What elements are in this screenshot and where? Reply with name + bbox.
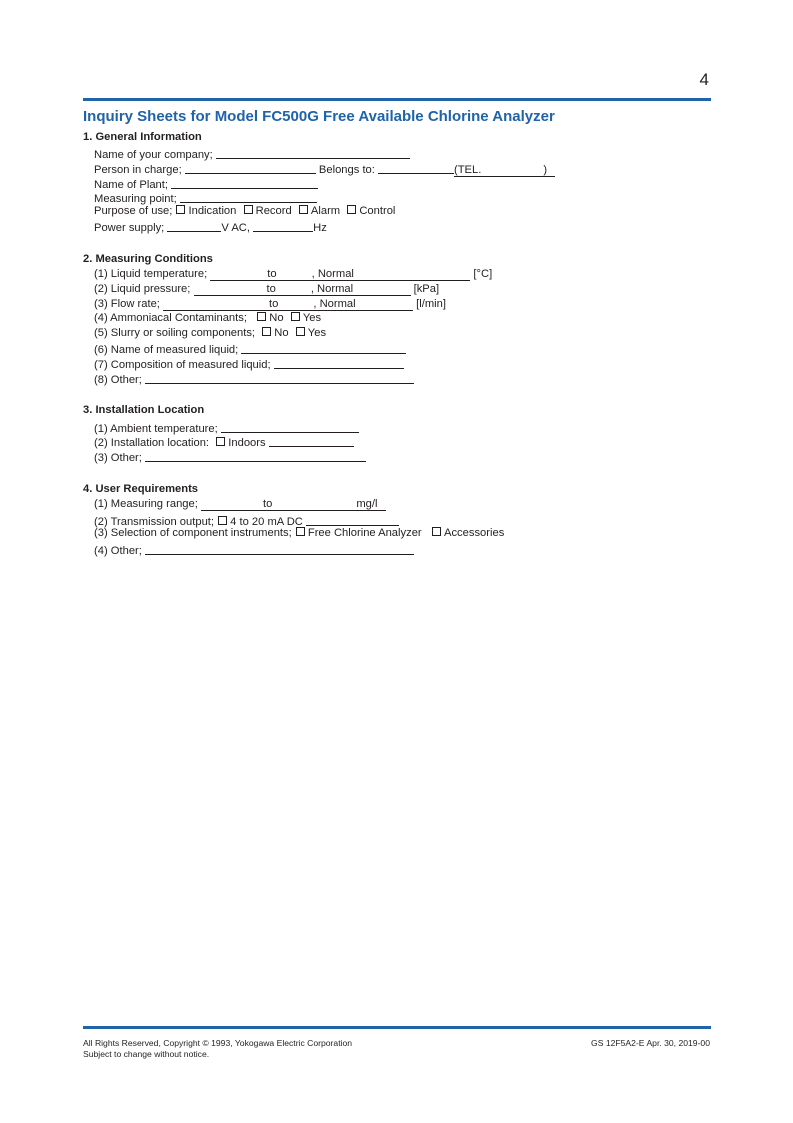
requirements-other-field[interactable] xyxy=(145,542,414,555)
notice-text: Subject to change without notice. xyxy=(83,1049,210,1059)
measuring-range-field[interactable] xyxy=(201,498,386,511)
accessories-checkbox[interactable] xyxy=(432,527,441,536)
plant-name-field[interactable] xyxy=(171,176,318,189)
slurry-yes-label: Yes xyxy=(307,327,327,339)
ammoniacal-no-label: No xyxy=(269,312,284,324)
footer-rule xyxy=(83,1026,711,1029)
hz-label: Hz xyxy=(313,222,327,234)
section-heading-user-requirements: 4. User Requirements xyxy=(83,483,199,495)
installation-location-field[interactable] xyxy=(269,434,354,447)
temp-unit: [°C] xyxy=(473,268,493,280)
flow-to-label: to xyxy=(269,298,279,310)
conditions-other-label: (8) Other; xyxy=(94,374,142,386)
company-name-label: Name of your company; xyxy=(94,149,213,161)
slurry-row xyxy=(94,326,326,340)
page-number: 4 xyxy=(699,70,709,89)
liquid-temperature-field[interactable] xyxy=(210,268,470,281)
indication-checkbox[interactable] xyxy=(176,205,185,214)
analyzer-checkbox[interactable] xyxy=(296,527,305,536)
ambient-temperature-field[interactable] xyxy=(221,420,359,433)
measuring-range-label: (1) Measuring range; xyxy=(94,498,198,510)
liquid-pressure-row xyxy=(94,282,439,296)
power-supply-label: Power supply; xyxy=(94,222,165,234)
accessories-label: Accessories xyxy=(443,527,505,539)
section-heading-measuring-conditions: 2. Measuring Conditions xyxy=(83,253,213,265)
tel-close: ) xyxy=(543,164,548,176)
range-to-label: to xyxy=(262,498,273,510)
installation-other-field[interactable] xyxy=(145,449,366,462)
frequency-field[interactable] xyxy=(253,219,313,232)
plant-name-label: Name of Plant; xyxy=(94,179,168,191)
control-checkbox[interactable] xyxy=(347,205,356,214)
analyzer-label: Free Chlorine Analyzer xyxy=(307,527,422,539)
purpose-row xyxy=(94,204,395,218)
liquid-name-label: (6) Name of measured liquid; xyxy=(94,344,239,356)
transmission-output-field[interactable] xyxy=(306,513,399,526)
conditions-other-field[interactable] xyxy=(145,371,414,384)
pressure-to-label: to xyxy=(266,283,276,295)
purpose-label: Purpose of use; xyxy=(94,205,173,217)
document-id: GS 12F5A2-E Apr. 30, 2019-00 xyxy=(591,1038,710,1048)
slurry-yes-checkbox[interactable] xyxy=(296,327,305,336)
tel-label: (TEL. xyxy=(454,164,482,176)
record-checkbox[interactable] xyxy=(244,205,253,214)
ammoniacal-no-checkbox[interactable] xyxy=(257,312,266,321)
flow-normal-label: , Normal xyxy=(313,298,356,310)
alarm-label: Alarm xyxy=(310,205,341,217)
flow-rate-row xyxy=(94,297,446,311)
record-label: Record xyxy=(255,205,292,217)
indoors-checkbox[interactable] xyxy=(216,437,225,446)
ammoniacal-yes-label: Yes xyxy=(302,312,322,324)
page-title: Inquiry Sheets for Model FC500G Free Available Chlorine Analyzer xyxy=(83,108,555,125)
company-name-field[interactable] xyxy=(216,146,410,159)
installation-other-label: (3) Other; xyxy=(94,452,142,464)
conditions-other-row xyxy=(94,370,414,387)
vac-label: V AC, xyxy=(221,222,250,234)
installation-other-row xyxy=(94,448,366,465)
liquid-pressure-label: (2) Liquid pressure; xyxy=(94,283,191,295)
indoors-label: Indoors xyxy=(228,437,266,449)
person-in-charge-label: Person in charge; xyxy=(94,164,182,176)
voltage-field[interactable] xyxy=(167,219,221,232)
component-selection-row xyxy=(94,526,504,540)
temp-normal-label: , Normal xyxy=(311,268,354,280)
liquid-composition-label: (7) Composition of measured liquid; xyxy=(94,359,271,371)
slurry-no-label: No xyxy=(274,327,289,339)
flow-rate-field[interactable] xyxy=(163,298,413,311)
flow-rate-label: (3) Flow rate; xyxy=(94,298,160,310)
belongs-to-label: Belongs to: xyxy=(318,164,375,176)
pressure-normal-label: , Normal xyxy=(310,283,354,295)
transmission-output-label: (2) Transmission output; xyxy=(94,516,215,528)
slurry-label: (5) Slurry or soiling components; xyxy=(94,327,256,339)
requirements-other-row xyxy=(94,541,414,558)
power-supply-row xyxy=(94,218,327,235)
section-heading-general-information: 1. General Information xyxy=(83,131,202,143)
liquid-name-field[interactable] xyxy=(241,341,406,354)
installation-location-label: (2) Installation location: xyxy=(94,437,210,449)
ambient-temperature-label: (1) Ambient temperature; xyxy=(94,423,218,435)
measuring-point-field[interactable] xyxy=(180,190,317,203)
indication-label: Indication xyxy=(188,205,237,217)
component-selection-label: (3) Selection of component instruments; xyxy=(94,527,292,539)
section-heading-installation-location: 3. Installation Location xyxy=(83,404,205,416)
temp-to-label: to xyxy=(267,268,277,280)
requirements-other-label: (4) Other; xyxy=(94,545,142,557)
liquid-composition-field[interactable] xyxy=(274,356,404,369)
liquid-temperature-row xyxy=(94,267,492,281)
ammoniacal-yes-checkbox[interactable] xyxy=(291,312,300,321)
pressure-unit: [kPa] xyxy=(413,283,440,295)
liquid-pressure-field[interactable] xyxy=(194,283,411,296)
belongs-to-field[interactable] xyxy=(378,161,454,174)
range-unit: mg/l xyxy=(356,498,378,510)
tel-field[interactable] xyxy=(454,164,555,177)
measuring-point-label: Measuring point; xyxy=(94,193,177,205)
control-label: Control xyxy=(359,205,396,217)
measuring-range-row xyxy=(94,497,386,511)
ma-output-label: 4 to 20 mA DC xyxy=(230,516,303,528)
liquid-temperature-label: (1) Liquid temperature; xyxy=(94,268,208,280)
header-rule xyxy=(83,98,711,101)
person-in-charge-field[interactable] xyxy=(185,161,316,174)
ammoniacal-label: (4) Ammoniacal Contaminants; xyxy=(94,312,247,324)
alarm-checkbox[interactable] xyxy=(299,205,308,214)
ammoniacal-row xyxy=(94,311,321,325)
slurry-no-checkbox[interactable] xyxy=(262,327,271,336)
copyright-text: All Rights Reserved, Copyright © 1993, Yokogawa Electric Corporation xyxy=(83,1038,353,1048)
ma-output-checkbox[interactable] xyxy=(218,516,227,525)
flow-unit: [l/min] xyxy=(416,298,446,310)
